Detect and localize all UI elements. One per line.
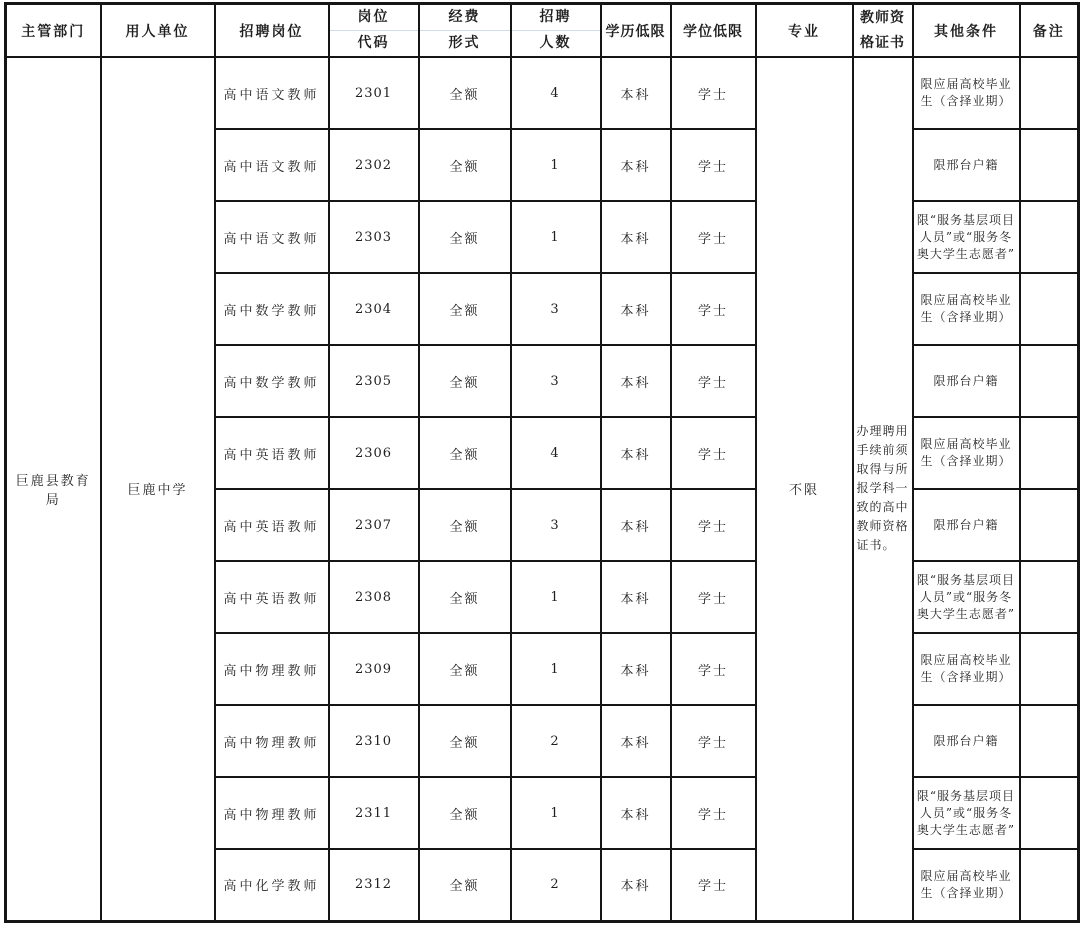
count-cell: 1: [511, 633, 601, 705]
other-conditions-cell: 限邢台户籍: [913, 489, 1020, 561]
header-line: 形式: [448, 35, 481, 51]
position-cell: 高中物理教师: [215, 705, 329, 777]
funding-cell: 全额: [419, 129, 511, 201]
count-cell: 2: [511, 849, 601, 921]
count-cell: 1: [511, 561, 601, 633]
code-cell: 2304: [329, 273, 419, 345]
cert-cell: 办理聘用手续前须取得与所报学科一致的高中教师资格证书。: [853, 57, 913, 921]
header-two-line: [420, 5, 510, 56]
education-cell: 本科: [601, 777, 671, 849]
position-cell: 高中英语教师: [215, 417, 329, 489]
degree-cell: 学士: [671, 129, 756, 201]
degree-cell: 学士: [671, 489, 756, 561]
other-conditions-cell: 限“服务基层项目人员”或“服务冬奥大学生志愿者”: [913, 201, 1020, 273]
degree-cell: 学士: [671, 273, 756, 345]
count-cell: 2: [511, 705, 601, 777]
other-conditions-cell: 限应届高校毕业生（含择业期）: [913, 417, 1020, 489]
position-cell: 高中英语教师: [215, 489, 329, 561]
funding-cell: 全额: [419, 849, 511, 921]
col-header-degree: 学位低限: [671, 4, 756, 58]
education-cell: 本科: [601, 201, 671, 273]
code-cell: 2301: [329, 57, 419, 129]
count-cell: 1: [511, 129, 601, 201]
position-cell: 高中语文教师: [215, 201, 329, 273]
code-cell: 2302: [329, 129, 419, 201]
dept-cell: 巨鹿县教育局: [6, 57, 101, 921]
education-cell: 本科: [601, 633, 671, 705]
major-cell: 不限: [756, 57, 853, 921]
remark-cell: [1020, 705, 1079, 777]
count-cell: 3: [511, 489, 601, 561]
count-cell: 3: [511, 273, 601, 345]
position-cell: 高中数学教师: [215, 345, 329, 417]
other-conditions-cell: 限邢台户籍: [913, 129, 1020, 201]
header-two-line: [854, 6, 912, 56]
code-cell: 2306: [329, 417, 419, 489]
unit-cell: 巨鹿中学: [101, 57, 215, 921]
table-row: [6, 57, 1079, 129]
degree-cell: 学士: [671, 345, 756, 417]
funding-cell: 全额: [419, 57, 511, 129]
remark-cell: [1020, 777, 1079, 849]
funding-cell: 全额: [419, 705, 511, 777]
remark-cell: [1020, 273, 1079, 345]
code-cell: 2308: [329, 561, 419, 633]
remark-cell: [1020, 201, 1079, 273]
education-cell: 本科: [601, 705, 671, 777]
other-conditions-cell: 限邢台户籍: [913, 345, 1020, 417]
code-cell: 2312: [329, 849, 419, 921]
col-header-education: 学历低限: [601, 4, 671, 58]
education-cell: 本科: [601, 489, 671, 561]
education-cell: 本科: [601, 57, 671, 129]
count-cell: 4: [511, 57, 601, 129]
degree-cell: 学士: [671, 561, 756, 633]
count-cell: 1: [511, 777, 601, 849]
degree-cell: 学士: [671, 705, 756, 777]
position-cell: 高中英语教师: [215, 561, 329, 633]
position-cell: 高中物理教师: [215, 633, 329, 705]
education-cell: 本科: [601, 561, 671, 633]
remark-cell: [1020, 129, 1079, 201]
recruitment-table: [4, 2, 1080, 923]
degree-cell: 学士: [671, 201, 756, 273]
funding-cell: 全额: [419, 489, 511, 561]
remark-cell: [1020, 561, 1079, 633]
code-cell: 2305: [329, 345, 419, 417]
position-cell: 高中物理教师: [215, 777, 329, 849]
col-header-other: 其他条件: [913, 4, 1020, 58]
table-body: [6, 57, 1079, 921]
code-cell: 2311: [329, 777, 419, 849]
position-cell: 高中化学教师: [215, 849, 329, 921]
degree-cell: 学士: [671, 57, 756, 129]
code-cell: 2310: [329, 705, 419, 777]
remark-cell: [1020, 57, 1079, 129]
funding-cell: 全额: [419, 417, 511, 489]
funding-cell: 全额: [419, 633, 511, 705]
count-cell: 4: [511, 417, 601, 489]
remark-cell: [1020, 633, 1079, 705]
code-cell: 2309: [329, 633, 419, 705]
code-cell: 2307: [329, 489, 419, 561]
funding-cell: 全额: [419, 561, 511, 633]
header-line: 经费: [448, 9, 481, 25]
funding-cell: 全额: [419, 345, 511, 417]
degree-cell: 学士: [671, 633, 756, 705]
other-conditions-cell: 限应届高校毕业生（含择业期）: [913, 849, 1020, 921]
col-header-unit: 用人单位: [101, 4, 215, 58]
funding-cell: 全额: [419, 273, 511, 345]
position-cell: 高中数学教师: [215, 273, 329, 345]
header-line: 教师资: [860, 9, 905, 26]
education-cell: 本科: [601, 417, 671, 489]
other-conditions-cell: 限应届高校毕业生（含择业期）: [913, 273, 1020, 345]
col-header-major: 专业: [756, 4, 853, 58]
other-conditions-cell: 限“服务基层项目人员”或“服务冬奥大学生志愿者”: [913, 561, 1020, 633]
table-header: [6, 4, 1079, 58]
remark-cell: [1020, 417, 1079, 489]
header-line: 人数: [539, 35, 572, 51]
education-cell: 本科: [601, 273, 671, 345]
col-header-remark: 备注: [1020, 4, 1079, 58]
other-conditions-cell: 限邢台户籍: [913, 705, 1020, 777]
col-header-dept: 主管部门: [6, 4, 101, 58]
funding-cell: 全额: [419, 201, 511, 273]
position-cell: 高中语文教师: [215, 129, 329, 201]
other-conditions-cell: 限“服务基层项目人员”或“服务冬奥大学生志愿者”: [913, 777, 1020, 849]
col-header-count: [511, 4, 601, 58]
remark-cell: [1020, 489, 1079, 561]
col-header-funding: [419, 4, 511, 58]
remark-cell: [1020, 849, 1079, 921]
col-header-code: [329, 4, 419, 58]
education-cell: 本科: [601, 129, 671, 201]
header-line: 格证书: [860, 34, 905, 51]
col-header-cert: [853, 4, 913, 58]
education-cell: 本科: [601, 849, 671, 921]
count-cell: 3: [511, 345, 601, 417]
header-line: 招聘: [539, 9, 572, 25]
degree-cell: 学士: [671, 417, 756, 489]
col-header-position: 招聘岗位: [215, 4, 329, 58]
degree-cell: 学士: [671, 849, 756, 921]
code-cell: 2303: [329, 201, 419, 273]
degree-cell: 学士: [671, 777, 756, 849]
remark-cell: [1020, 345, 1079, 417]
funding-cell: 全额: [419, 777, 511, 849]
education-cell: 本科: [601, 345, 671, 417]
header-two-line: [512, 5, 600, 56]
header-two-line: [330, 5, 418, 56]
position-cell: 高中语文教师: [215, 57, 329, 129]
header-line: 岗位: [357, 9, 390, 25]
header-row: [6, 4, 1079, 58]
other-conditions-cell: 限应届高校毕业生（含择业期）: [913, 633, 1020, 705]
header-line: 代码: [357, 35, 390, 51]
other-conditions-cell: 限应届高校毕业生（含择业期）: [913, 57, 1020, 129]
count-cell: 1: [511, 201, 601, 273]
